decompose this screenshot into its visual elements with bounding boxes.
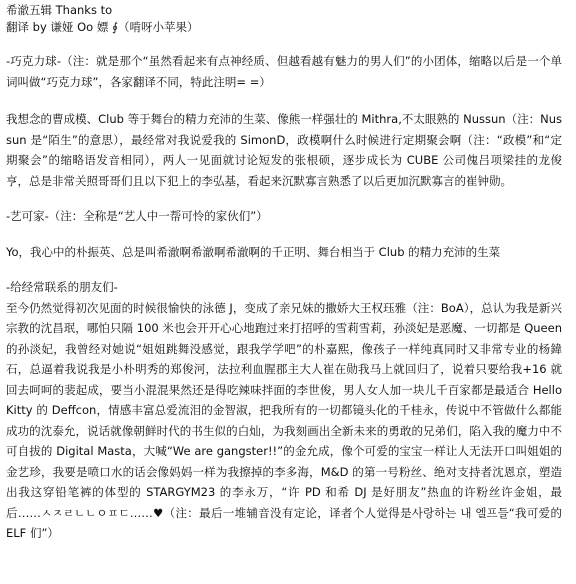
spacer	[6, 92, 562, 109]
friends-text-prefix: 至今仍然觉得初次见面的时候很愉快的泳德 J，变成了亲兄妹的撒娇大王权珏雅（注：BoA），总认为我是新兴宗教的沈昌珉，哪怕只隔 100 米也会开开心心地跑过来打招呼的雪莉雪莉，孙淡妃是恶魔、一切都是 Queen 的孙淡妃，我曾经对她说“姐姐跳舞没感觉，跟我学学吧”的朴嘉熙，像孩子一样纯真同时又非常专业的杨鍏石，总逼着我说我是小朴明秀的郑俊河，法拉利血腥郡主大人崔在勋我马上就回归了，说着只要给我+16 就回去呵呵的裴起成，要当小混混果然还是得吃辣味拌面的李世俊，男人女人加一块儿千百家都是最适合 Hello Kitty 的 Deffcon，情感丰富总爱流泪的金智淑，把我所有的一切都镜头化的千桂永，传说中不管做什么都能成功的沈泰允，说话就像朝鲜时代的书生似的白灿，为我刻画出全新未来的勇敢的兄弟们，陷入我的魔力中不可自拔的 Digital Masta，大喊“We are gangster!!”的金允成，像个可爱的宝宝一样让人无法开口叫姐姐的金艺珍，我要是喷口水的话会像妈妈一样为我擦掉的李多海，M&D 的第一号粉丝、绝对支持者沈恩京，塑造出我这穿铅笔裤的体型的 STARGYM23 的李永万，“许 PD 和希 DJ 是好朋友”热血的许粉丝许金姐，最后……	[6, 300, 562, 520]
spacer	[6, 36, 562, 51]
spacer	[6, 262, 562, 277]
album-title-line: 希澈五辑 Thanks to	[6, 3, 113, 17]
artists-heading-paragraph: -艺可家-（注：全称是“艺人中一帮可怜的家伙们”）	[6, 209, 268, 223]
spacer	[6, 227, 562, 242]
translator-credit-line: 翻译 by 谦娅 Oo 嫖 ∮（啃呀小苹果）	[6, 20, 199, 34]
friends-paragraph	[6, 298, 562, 544]
club-paragraph: 我想念的曹成模、Club 等于舞台的精力充沛的生菜、像熊一样强壮的 Mithra,不太眼熟的 Nussun（注：Nussun 是“陌生”的意思），最经常对我说爱我的 SimonD，政模啊什么时候进行定期聚会啊（注：“政模”和“定期聚会”的缩略语发音相同），两人一见面就讨论短发的张根硕，逐步成长为 CUBE 公司傀吕项梁挂的龙俊亨，总是非常关照哥哥们且以下犯上的李弘基，看起来沉默寡言熟悉了以后更加沉默寡言的崔钟勋。	[6, 112, 562, 188]
yo-paragraph: Yo，我心中的朴振英、总是叫希澈啊希澈啊希澈啊的千正明、舞台相当于 Club 的精力充沛的生菜	[6, 244, 501, 259]
friends-text-suffix: ……♥（注：最后一堆辅音没有定论，译者个人觉得是	[129, 505, 412, 520]
tricolor-heading-paragraph: -巧克力球-（注：就是那个“虽然看起来有点神经质、但越看越有魅力的男人们”的小团体，缩略以后是一个单词叫做“巧克力球”，各家翻译不同，特此注明= =）	[6, 54, 562, 89]
hangul-phrase: 사랑하는 내 엘프들	[411, 505, 509, 520]
spacer	[6, 191, 562, 206]
hangul-initials: ㅅㅈㄹㄴㄴㅇㅍㄷ	[40, 505, 130, 520]
friends-heading: -给经常联系的朋友们-	[6, 280, 118, 294]
friends-closing: “我可爱的 ELF 们”）	[6, 505, 562, 540]
